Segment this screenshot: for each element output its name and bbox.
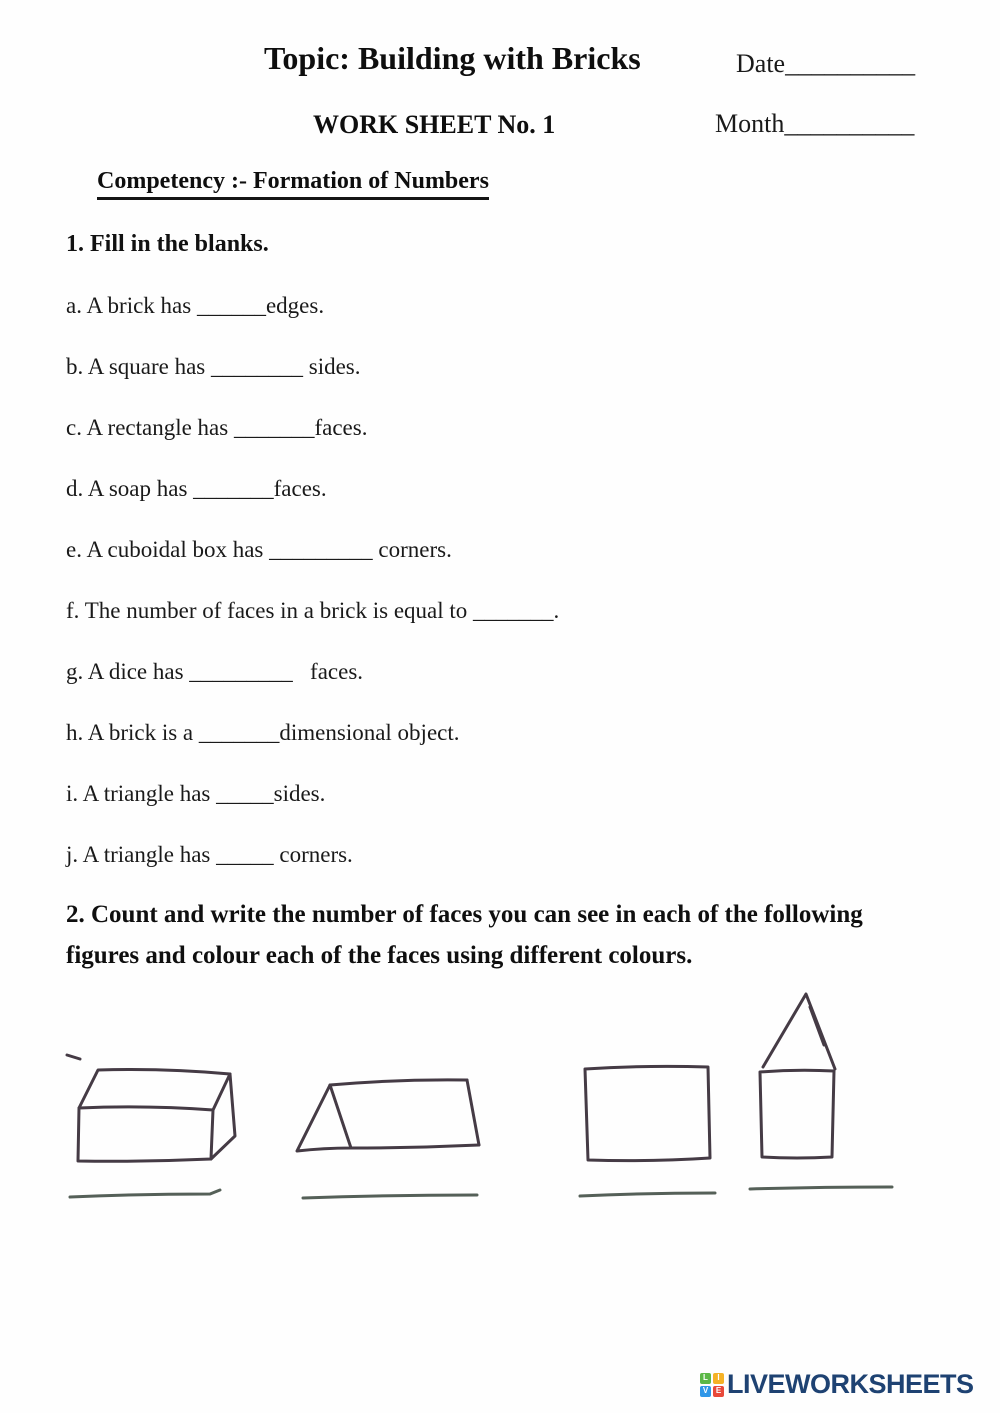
date-field: Date__________	[736, 49, 916, 78]
cuboid-top-face	[79, 1070, 230, 1111]
figure-triangular-prism	[297, 1080, 479, 1151]
fill-item-d[interactable]: d. A soap has _______faces.	[66, 476, 327, 501]
liveworksheets-logo[interactable]	[700, 1371, 974, 1398]
answer-line-4[interactable]	[750, 1187, 892, 1189]
figure-house	[760, 994, 835, 1158]
cuboid-stray-mark	[67, 1055, 80, 1059]
house-roof-double-stroke	[810, 1007, 824, 1045]
fill-item-h[interactable]: h. A brick is a _______dimensional object.	[66, 720, 460, 745]
answer-line-2[interactable]	[303, 1195, 477, 1198]
month-field: Month__________	[715, 109, 915, 138]
fill-item-b[interactable]: b. A square has ________ sides.	[66, 354, 361, 379]
prism-top-edge	[330, 1080, 467, 1085]
logo-square-l: L	[700, 1373, 711, 1384]
fill-item-e[interactable]: e. A cuboidal box has _________ corners.	[66, 537, 452, 562]
figures-canvas	[0, 975, 1000, 1225]
logo-square-i: I	[713, 1373, 724, 1384]
answer-line-1[interactable]	[70, 1190, 220, 1197]
prism-bottom-edge	[351, 1145, 479, 1148]
cuboid-front-face	[78, 1107, 213, 1161]
fill-item-a[interactable]: a. A brick has ______edges.	[66, 293, 325, 318]
logo-square-v: V	[700, 1386, 711, 1397]
fill-item-j[interactable]: j. A triangle has _____ corners.	[66, 842, 353, 867]
question2-heading	[66, 894, 946, 976]
fill-in-blanks-list	[66, 294, 559, 904]
figure-rectangle	[585, 1066, 710, 1160]
fill-item-c[interactable]: c. A rectangle has _______faces.	[66, 415, 368, 440]
fill-item-g[interactable]: g. A dice has _________ faces.	[66, 659, 364, 684]
fill-item-f[interactable]: f. The number of faces in a brick is equal to _______.	[66, 598, 560, 623]
worksheet-title: Topic: Building with Bricks	[264, 40, 641, 76]
prism-triangle-face	[297, 1085, 351, 1151]
competency-heading: Competency :- Formation of Numbers	[97, 168, 489, 200]
question2-line1: 2. Count and write the number of faces you can see in each of the following	[66, 901, 863, 928]
prism-right-edge	[467, 1080, 479, 1145]
liveworksheets-logo-grid	[700, 1373, 724, 1397]
answer-lines	[70, 1187, 892, 1198]
house-roof-triangle	[763, 994, 835, 1069]
answer-line-3[interactable]	[580, 1193, 715, 1196]
question1-heading: 1. Fill in the blanks.	[66, 231, 269, 257]
fill-item-i[interactable]: i. A triangle has _____sides.	[66, 781, 326, 806]
figure-cuboid-brick	[67, 1055, 235, 1161]
liveworksheets-logo-text: LIVEWORKSHEETS	[727, 1369, 974, 1399]
question2-line2: figures and colour each of the faces using different colours.	[66, 942, 693, 969]
house-square-body	[760, 1070, 834, 1158]
rectangle-outline	[585, 1066, 710, 1160]
worksheet-number: WORK SHEET No. 1	[313, 110, 556, 139]
logo-square-e: E	[713, 1386, 724, 1397]
